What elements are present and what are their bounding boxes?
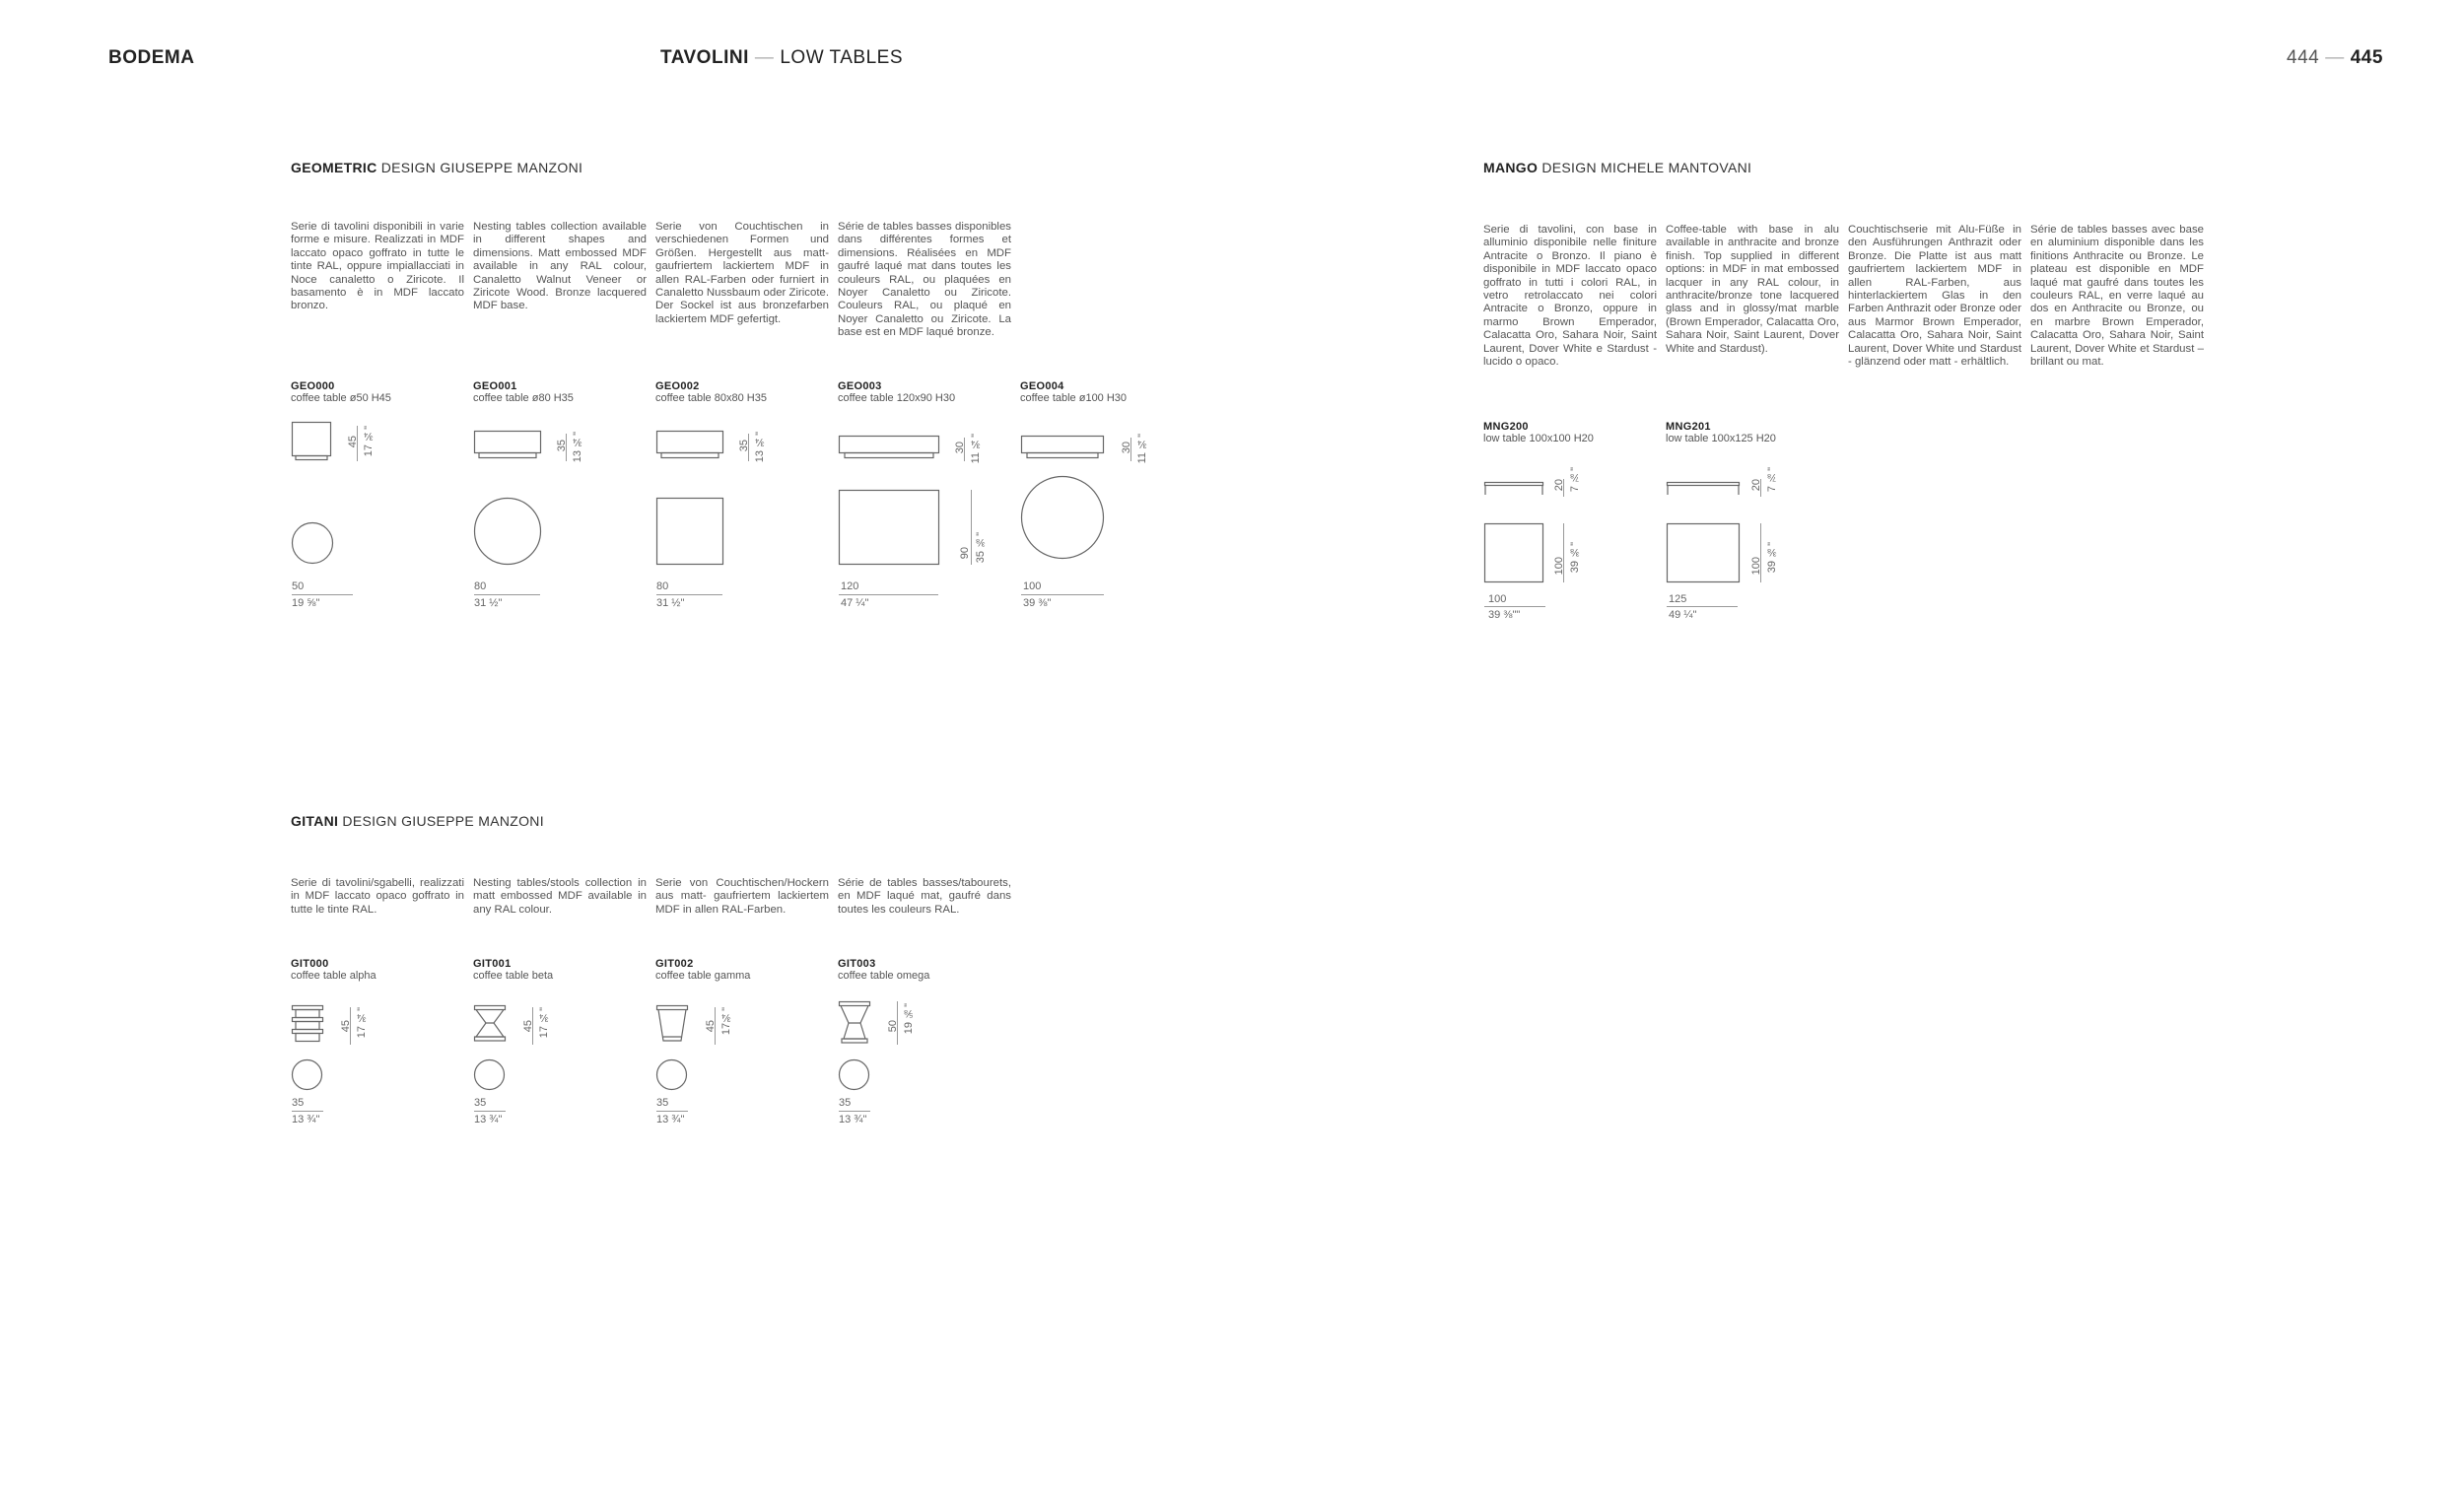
geo002-width-in: 31 ½" bbox=[656, 597, 685, 609]
mng201-depth-cm: 100 bbox=[1750, 557, 1762, 576]
gitani-text-fr: Série de tables basses/tabourets, en MDF laqué mat, gaufré dans toutes les couleurs RAL. bbox=[838, 877, 1011, 916]
section-title-bold: TAVOLINI bbox=[660, 47, 749, 68]
mng200-width-in: 39 ⅜"" bbox=[1488, 609, 1521, 621]
product-description: coffee table omega bbox=[838, 970, 930, 982]
mng201-depth-in: 39 ⅜" bbox=[1766, 542, 1778, 574]
mng200-depth-cm: 100 bbox=[1553, 557, 1565, 576]
mng201-height-cm: 20 bbox=[1750, 479, 1762, 492]
product-description: low table 100x100 H20 bbox=[1483, 433, 1594, 444]
git002-height-in: 17¾" bbox=[720, 1007, 732, 1036]
mng201-width-in: 49 ¼" bbox=[1669, 609, 1697, 621]
geometric-text-en: Nesting tables collection available in different shapes and dimensions. Matt embossed MDF available in any RAL colour, Canaletto Walnut Veneer or Ziricote Wood. Bronze lacquered MDF base. bbox=[473, 221, 647, 312]
product-description: coffee table alpha bbox=[291, 970, 376, 982]
product-description: coffee table 80x80 H35 bbox=[655, 392, 767, 404]
product-geo000 bbox=[291, 380, 391, 404]
git002-width-cm: 35 bbox=[656, 1097, 669, 1109]
git003-width-cm: 35 bbox=[839, 1097, 852, 1109]
mng200-depth-in: 39 ⅜" bbox=[1569, 542, 1581, 574]
geo002-height-cm: 35 bbox=[738, 440, 750, 452]
geo000-width-line bbox=[292, 594, 353, 595]
product-code: GEO002 bbox=[655, 380, 700, 392]
product-description: coffee table gamma bbox=[655, 970, 751, 982]
product-code: GIT000 bbox=[291, 958, 329, 970]
geo003-height-in: 11 ¾" bbox=[970, 434, 982, 464]
git003-plan-drawing bbox=[839, 1059, 870, 1091]
mango-text-it: Serie di tavolini, con base in alluminio disponibile nelle finiture Antracite o Bronzo. Il piano è disponibile in MDF laccato opaco goffrato in tutti i colori RAL, in vetro retrolaccato nei colori Antracite o Bronzo, oppure in marmo Brown Emperador, Calacatta Oro, Sahara Noir, Saint Laurent, Dover White e Stardust - lucido o opaco. bbox=[1483, 224, 1657, 369]
geo003-width-cm: 120 bbox=[841, 580, 859, 592]
product-code: GIT003 bbox=[838, 958, 876, 970]
git002-height-cm: 45 bbox=[705, 1020, 717, 1033]
geo001-height-cm: 35 bbox=[556, 440, 568, 452]
product-description: coffee table ø80 H35 bbox=[473, 392, 574, 404]
git002-width-line bbox=[656, 1111, 688, 1112]
mng201-height-in: 7 ⅞" bbox=[1766, 467, 1778, 493]
mango-designer: DESIGN MICHELE MANTOVANI bbox=[1541, 160, 1752, 175]
product-code: GEO004 bbox=[1020, 380, 1064, 392]
git002-elevation-drawing bbox=[656, 1005, 688, 1045]
git003-elevation-drawing bbox=[839, 1001, 870, 1047]
gitani-title bbox=[291, 813, 544, 829]
geo003-height-cm: 30 bbox=[954, 442, 966, 454]
geo000-height-cm: 45 bbox=[347, 436, 359, 448]
geo004-width-cm: 100 bbox=[1023, 580, 1042, 592]
product-code: GEO003 bbox=[838, 380, 882, 392]
geo001-width-in: 31 ½" bbox=[474, 597, 503, 609]
product-code: GIT002 bbox=[655, 958, 694, 970]
mango-text-en: Coffee-table with base in alu available in anthracite and bronze finish. Top supplied in different options: in MDF in mat embossed lacquer in any RAL colour, in anthracite/bronze tone lacquered glass and in glossy/mat marble (Brown Emperador, Calacatta Oro, Sahara Noir, Saint Laurent, Dover White and Stardust). bbox=[1666, 224, 1839, 355]
page-number-right: 445 bbox=[2350, 47, 2383, 68]
product-mng201 bbox=[1666, 421, 1776, 444]
git001-height-cm: 45 bbox=[522, 1020, 534, 1033]
section-title bbox=[660, 47, 903, 69]
geo000-elevation-drawing bbox=[292, 422, 331, 461]
product-description: low table 100x125 H20 bbox=[1666, 433, 1776, 444]
git000-plan-drawing bbox=[292, 1059, 323, 1091]
product-geo001 bbox=[473, 380, 574, 404]
product-git003 bbox=[838, 958, 929, 982]
geometric-text-it: Serie di tavolini disponibili in varie forme e misure. Realizzati in MDF laccato opaco goffrato in tutte le tinte RAL, oppure impiallacciati in Noce canaletto o Ziricote. Il basamento è in MDF laccato bronzo. bbox=[291, 221, 464, 312]
product-code: MNG201 bbox=[1666, 421, 1711, 433]
mng200-width-line bbox=[1484, 606, 1545, 607]
page-number-separator: — bbox=[2325, 47, 2345, 68]
git001-elevation-drawing bbox=[474, 1005, 506, 1045]
geo003-depth-in: 35 ⅜" bbox=[975, 532, 987, 564]
gitani-name: GITANI bbox=[291, 813, 339, 829]
section-title-separator: — bbox=[754, 47, 775, 68]
mng201-elevation-drawing bbox=[1667, 482, 1740, 498]
geo002-width-line bbox=[656, 594, 722, 595]
geo003-plan-drawing bbox=[839, 490, 939, 565]
geo004-elevation-drawing bbox=[1021, 436, 1104, 461]
geo000-width-in: 19 ⅝" bbox=[292, 597, 320, 609]
git001-width-cm: 35 bbox=[474, 1097, 487, 1109]
mng200-width-cm: 100 bbox=[1488, 593, 1507, 605]
mango-name: MANGO bbox=[1483, 160, 1539, 175]
geo003-depth-cm: 90 bbox=[959, 547, 971, 560]
geo003-elevation-drawing bbox=[839, 436, 939, 461]
section-title-light: LOW TABLES bbox=[780, 47, 904, 68]
geo001-width-cm: 80 bbox=[474, 580, 487, 592]
geo004-width-in: 39 ⅜" bbox=[1023, 597, 1052, 609]
geo004-height-in: 11 ¾" bbox=[1136, 434, 1148, 464]
geo003-width-in: 47 ¼" bbox=[841, 597, 869, 609]
geo004-height-cm: 30 bbox=[1121, 442, 1132, 454]
page-numbers bbox=[2287, 47, 2383, 69]
geo000-height-in: 17 ¾" bbox=[363, 426, 375, 457]
geometric-designer: DESIGN GIUSEPPE MANZONI bbox=[380, 160, 583, 175]
product-description: coffee table beta bbox=[473, 970, 554, 982]
product-code: GIT001 bbox=[473, 958, 512, 970]
geometric-name: GEOMETRIC bbox=[291, 160, 377, 175]
gitani-text-it: Serie di tavolini/sgabelli, realizzati in MDF laccato opaco goffrato in tutte le tinte RAL. bbox=[291, 877, 464, 916]
git000-width-line bbox=[292, 1111, 323, 1112]
mng201-width-cm: 125 bbox=[1669, 593, 1687, 605]
geometric-title bbox=[291, 160, 582, 175]
page-number-left: 444 bbox=[2287, 47, 2320, 68]
geo002-plan-drawing bbox=[656, 498, 723, 565]
git000-height-cm: 45 bbox=[340, 1020, 352, 1033]
brand-name: BODEMA bbox=[108, 47, 195, 68]
product-description: coffee table 120x90 H30 bbox=[838, 392, 956, 404]
product-git000 bbox=[291, 958, 376, 982]
product-description: coffee table ø100 H30 bbox=[1020, 392, 1128, 404]
product-geo004 bbox=[1020, 380, 1127, 404]
geo002-width-cm: 80 bbox=[656, 580, 669, 592]
geo000-width-cm: 50 bbox=[292, 580, 305, 592]
mng200-elevation-drawing bbox=[1484, 482, 1543, 498]
git003-width-line bbox=[839, 1111, 870, 1112]
mng201-plan-drawing bbox=[1667, 523, 1740, 582]
geo002-height-in: 13 ¾" bbox=[754, 432, 766, 463]
geo001-height-in: 13 ¾" bbox=[572, 432, 583, 463]
git000-width-in: 13 ¾" bbox=[292, 1114, 320, 1125]
geo001-width-line bbox=[474, 594, 540, 595]
mango-text-fr: Série de tables basses avec base en aluminium disponible dans les finitions Anthracite ou Bronze. Le plateau est disponible en MDF laqué mat gaufré dans toutes les couleurs RAL, en verre laqué au dos en Anthracite ou Bronze, ou en marbre Brown Emperador, Calacatta Oro, Sahara Noir, Saint Laurent, Dover White et Stardust – brillant ou mat. bbox=[2030, 224, 2204, 369]
mng200-plan-drawing bbox=[1484, 523, 1543, 582]
git000-elevation-drawing bbox=[292, 1005, 323, 1045]
product-code: GEO001 bbox=[473, 380, 517, 392]
geometric-text-fr: Série de tables basses disponibles dans différentes formes et dimensions. Réalisées en MDF gaufré laqué mat dans toutes les couleurs RAL, ou plaquées en Noyer Canaletto ou Ziricote. Couleurs RAL, ou plaqué en Noyer Canaletto ou Ziricote. La base est en MDF laqué bronze. bbox=[838, 221, 1011, 339]
geo002-elevation-drawing bbox=[656, 431, 723, 462]
mango-text-de: Couchtischserie mit Alu-Füße in den Ausführungen Anthrazit oder Bronze. Die Platte ist aus matt gaufriertem lackiertem MDF in allen RAL-Farben, aus hinterlackiertem Glas in den Farben Anthrazit oder Bronze oder aus Marmor Brown Emperador, Calacatta Oro, Sahara Noir, Saint Laurent, Dover White und Stardust - glänzend oder matt - erhältlich. bbox=[1848, 224, 2021, 369]
geo004-plan-drawing bbox=[1021, 476, 1104, 559]
product-mng200 bbox=[1483, 421, 1594, 444]
git001-width-in: 13 ¾" bbox=[474, 1114, 503, 1125]
geometric-text-de: Serie von Couchtischen in verschiedenen Formen und Größen. Hergestellt aus matt-gaufriertem lackiertem MDF in allen RAL-Farben oder furniert in Canaletto Nussbaum oder Ziricote. Der Sockel ist aus bronzefarben lackiertem MDF gefertigt. bbox=[655, 221, 830, 325]
product-code: MNG200 bbox=[1483, 421, 1529, 433]
product-git002 bbox=[655, 958, 750, 982]
mng200-height-cm: 20 bbox=[1553, 479, 1565, 492]
git001-width-line bbox=[474, 1111, 506, 1112]
git000-width-cm: 35 bbox=[292, 1097, 305, 1109]
geo001-plan-drawing bbox=[474, 498, 541, 565]
geo000-plan-drawing bbox=[292, 522, 333, 564]
product-code: GEO000 bbox=[291, 380, 335, 392]
geo001-elevation-drawing bbox=[474, 431, 541, 462]
mng201-width-line bbox=[1667, 606, 1738, 607]
git002-width-in: 13 ¾" bbox=[656, 1114, 685, 1125]
git002-plan-drawing bbox=[656, 1059, 688, 1091]
git000-height-in: 17 ¾" bbox=[356, 1007, 368, 1039]
geo004-width-line bbox=[1021, 594, 1104, 595]
geo003-width-line bbox=[839, 594, 938, 595]
git001-height-in: 17 ¾" bbox=[538, 1007, 550, 1039]
git003-width-in: 13 ¾" bbox=[839, 1114, 867, 1125]
product-geo003 bbox=[838, 380, 955, 404]
mango-title bbox=[1483, 160, 1751, 175]
product-description: coffee table ø50 H45 bbox=[291, 392, 391, 404]
mng200-height-in: 7 ⅞" bbox=[1569, 467, 1581, 493]
gitani-text-de: Serie von Couchtischen/Hockern aus matt- gaufriertem lackiertem MDF in allen RAL-Farben. bbox=[655, 877, 829, 916]
git003-height-cm: 50 bbox=[887, 1020, 899, 1033]
gitani-text-en: Nesting tables/stools collection in matt embossed MDF available in any RAL colour. bbox=[473, 877, 647, 916]
git001-plan-drawing bbox=[474, 1059, 506, 1091]
product-geo002 bbox=[655, 380, 767, 404]
git003-height-in: 19 ⅝" bbox=[903, 1003, 915, 1035]
product-git001 bbox=[473, 958, 553, 982]
gitani-designer: DESIGN GIUSEPPE MANZONI bbox=[342, 813, 544, 829]
